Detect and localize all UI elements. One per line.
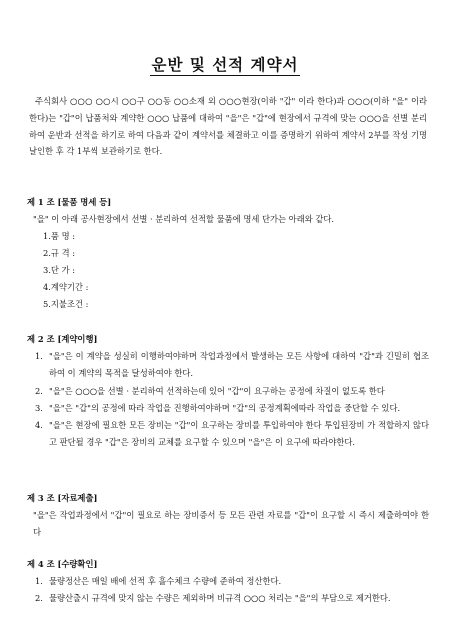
article-3-text: "을"은 작업과정에서 "갑"이 필요로 하는 장비증서 등 모든 관련 자료를 "갑"이 요구할 시 즉시 제출하여야 한다	[33, 510, 429, 537]
intro-paragraph: 주식회사 ○○○ ○○시 ○○구 ○○동 ○○소재 외 ○○○현장(이하 "갑" 이라 한다)과 ○○○(이하 "을" 이라 한다)는 "갑"이 납품처와 계약한 ○○○ 납품에 대하여 "을"은 "갑"에 현장에서 규격에 맞는 ○○○을 선별 분리하여 운반과 선적을 하기로 하여 다음과 같이 계약서를 체결하고 이를 증명하기 위하여 계약서 2부를 작성 기명 날인한 후 각 1부씩 보관하기로 한다.	[29, 96, 427, 157]
article-2-heading: 제 2 조 [계약이행]	[27, 334, 98, 344]
article-3-heading: 제 3 조 [자료제출]	[27, 493, 98, 503]
list-item-number: 4.	[35, 420, 43, 431]
document-title	[0, 53, 450, 75]
article-1	[27, 196, 429, 313]
list-item-number: 1.	[35, 576, 43, 586]
field-payment-terms: 5.지불조건 :	[43, 299, 89, 309]
list-item	[27, 590, 429, 607]
field-unit-price: 3.단 가 :	[43, 265, 76, 275]
article-3	[27, 492, 429, 541]
field-contract-period: 4.계약기간 :	[43, 282, 89, 292]
article-1-desc: "을" 이 아래 공사현장에서 선별 · 분리하여 선적할 물품에 명세 단가는 아래와 같다.	[33, 214, 335, 224]
list-item-text: "을"은 ○○○을 선별 · 분리하여 선적하는데 있어 "갑"이 요구하는 공정에 차질이 없도록 한다	[49, 385, 385, 396]
list-item	[27, 417, 429, 452]
list-item-number: 3.	[35, 402, 43, 413]
article-4	[27, 558, 429, 608]
article-4-heading: 제 4 조 [수량확인]	[27, 559, 98, 569]
list-item-text: "을"은 이 계약을 성실히 이행하여야하며 작업과정에서 발생하는 모든 사항에 대하여 "갑"과 긴밀히 협조하여 이 계약의 목적을 달성하여야 한다.	[49, 351, 429, 379]
list-item-text: 물량정산은 매일 배에 선적 후 흘수체크 수량에 준하여 정산한다.	[49, 576, 282, 586]
document-title-text: 운반 및 선적 계약서	[151, 55, 299, 74]
list-item-number: 2.	[35, 593, 43, 604]
list-item-text: "을"은 현장에 필요한 모든 장비는 "갑"이 요구하는 장비를 투입하여야 한다 투입된장비 가 적합하지 않다고 판단될 경우 "갑"은 장비의 교체를 요구할 수 있으며 "을"은 이 요구에 따라야한다.	[49, 420, 429, 448]
list-item	[27, 348, 429, 383]
field-item-name: 1.품 명 :	[43, 231, 76, 241]
article-2	[27, 333, 429, 452]
list-item-number: 1.	[35, 351, 43, 361]
list-item	[27, 573, 429, 590]
field-spec: 2.규 격 :	[43, 248, 76, 258]
list-item-text: "을"은 "갑"의 공정에 따라 작업을 진행하여야하며 "갑"의 공정계획에따라 작업을 중단할 수 있다.	[49, 402, 401, 413]
list-item	[27, 400, 429, 417]
list-item	[27, 383, 429, 400]
article-1-heading: 제 1 조 [물품 명세 등]	[27, 197, 112, 207]
list-item-text: 물량산출시 규격에 맞지 않는 수량은 제외하며 비규격 ○○○ 처리는 "을"의 부담으로 제거한다.	[49, 593, 391, 604]
list-item-number: 2.	[35, 385, 43, 396]
